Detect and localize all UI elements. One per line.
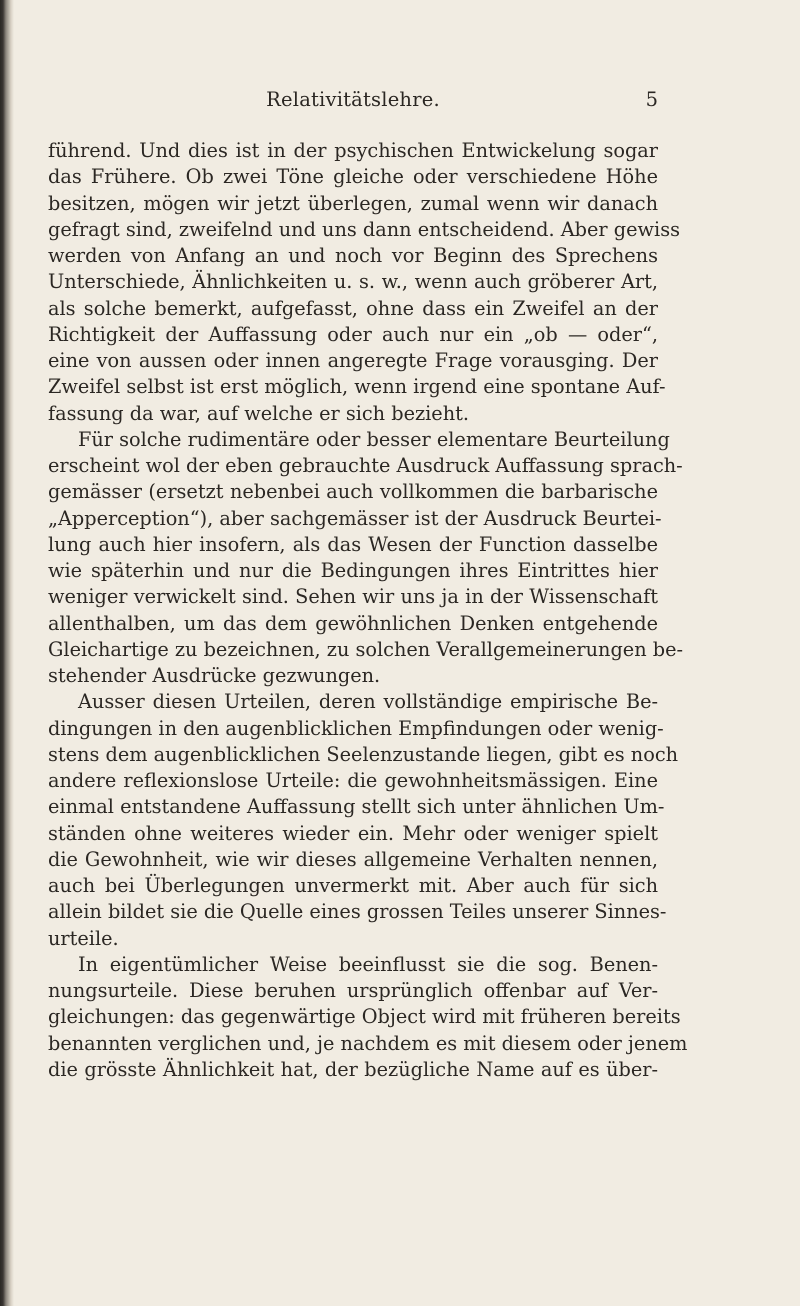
- text-line: benannten verglichen und, je nachdem es mit diesem oder jenem: [48, 1031, 688, 1055]
- text-line: Gleichartige zu bezeichnen, zu solchen Verallgemeinerungen be-: [48, 637, 684, 661]
- text-line: lung auch hier insofern, als das Wesen der Function dasselbe: [48, 532, 658, 556]
- text-line: einmal entstandene Auffassung stellt sich unter ähnlichen Um-: [48, 795, 665, 819]
- text-line: das Frühere. Ob zwei Töne gleiche oder verschiedene Höhe: [48, 165, 658, 189]
- text-line: gemässer (ersetzt nebenbei auch vollkommen die barbarische: [48, 480, 658, 504]
- text-line: In eigentümlicher Weise beeinflusst sie die sog. Benen-: [78, 952, 658, 976]
- text-line: ständen ohne weiteres wieder ein. Mehr oder weniger spielt: [48, 821, 658, 845]
- text-line: dingungen in den augenblicklichen Empfindungen oder wenig-: [48, 716, 664, 740]
- text-line: allein bildet sie die Quelle eines grossen Teiles unserer Sinnes-: [48, 900, 667, 924]
- running-title: Relativitätslehre.: [266, 88, 440, 111]
- text-line: stens dem augenblicklichen Seelenzustande liegen, gibt es noch: [48, 742, 679, 766]
- text-line: urteile.: [48, 926, 119, 950]
- text-line: Für solche rudimentäre oder besser elementare Beurteilung: [78, 427, 670, 451]
- text-line: stehender Ausdrücke gezwungen.: [48, 664, 381, 687]
- text-line: Zweifel selbst ist erst möglich, wenn irgend eine spontane Auf-: [48, 375, 666, 399]
- text-line: Richtigkeit der Auffassung oder auch nur ein „ob — oder“,: [48, 322, 658, 346]
- text-line: gefragt sind, zweifelnd und uns dann entscheidend. Aber gewiss: [48, 217, 680, 241]
- text-line: die grösste Ähnlichkeit hat, der bezügliche Name auf es über-: [48, 1057, 658, 1081]
- text-line: weniger verwickelt sind. Sehen wir uns ja in der Wissenschaft: [48, 585, 658, 609]
- text-line: fassung da war, auf welche er sich bezieht.: [48, 401, 470, 425]
- text-line: Ausser diesen Urteilen, deren vollständige empirische Be-: [78, 690, 658, 714]
- running-header: [48, 88, 658, 116]
- text-line: eine von aussen oder innen angeregte Frage vorausging. Der: [48, 349, 658, 372]
- text-line: andere reflexionslose Urteile: die gewohnheitsmässigen. Eine: [48, 769, 658, 792]
- text-line: nungsurteile. Diese beruhen ursprünglich offenbar auf Ver-: [48, 979, 658, 1002]
- body-text: [48, 138, 688, 1083]
- text-line: als solche bemerkt, aufgefasst, ohne dass ein Zweifel an der: [48, 296, 658, 320]
- text-line: besitzen, mögen wir jetzt überlegen, zumal wenn wir danach: [48, 191, 658, 215]
- text-line: die Gewohnheit, wie wir dieses allgemeine Verhalten nennen,: [48, 847, 658, 871]
- text-line: erscheint wol der eben gebrauchte Ausdruck Auffassung sprach-: [48, 454, 683, 477]
- page-binding-edge: [0, 0, 14, 1306]
- text-line: werden von Anfang an und noch vor Beginn des Sprechens: [48, 244, 658, 267]
- text-line: wie späterhin und nur die Bedingungen ihres Eintrittes hier: [48, 559, 658, 582]
- text-line: führend. Und dies ist in der psychischen Entwickelung sogar: [48, 139, 658, 162]
- text-line: gleichungen: das gegenwärtige Object wird mit früheren bereits: [48, 1005, 681, 1029]
- text-line: „Apperception“), aber sachgemässer ist der Ausdruck Beurtei-: [48, 506, 662, 530]
- text-line: auch bei Überlegungen unvermerkt mit. Aber auch für sich: [48, 874, 658, 897]
- text-line: Unterschiede, Ähnlichkeiten u. s. w., wenn auch gröberer Art,: [48, 270, 658, 294]
- page-number: 5: [645, 88, 658, 111]
- text-line: allenthalben, um das dem gewöhnlichen Denken entgehende: [48, 611, 658, 635]
